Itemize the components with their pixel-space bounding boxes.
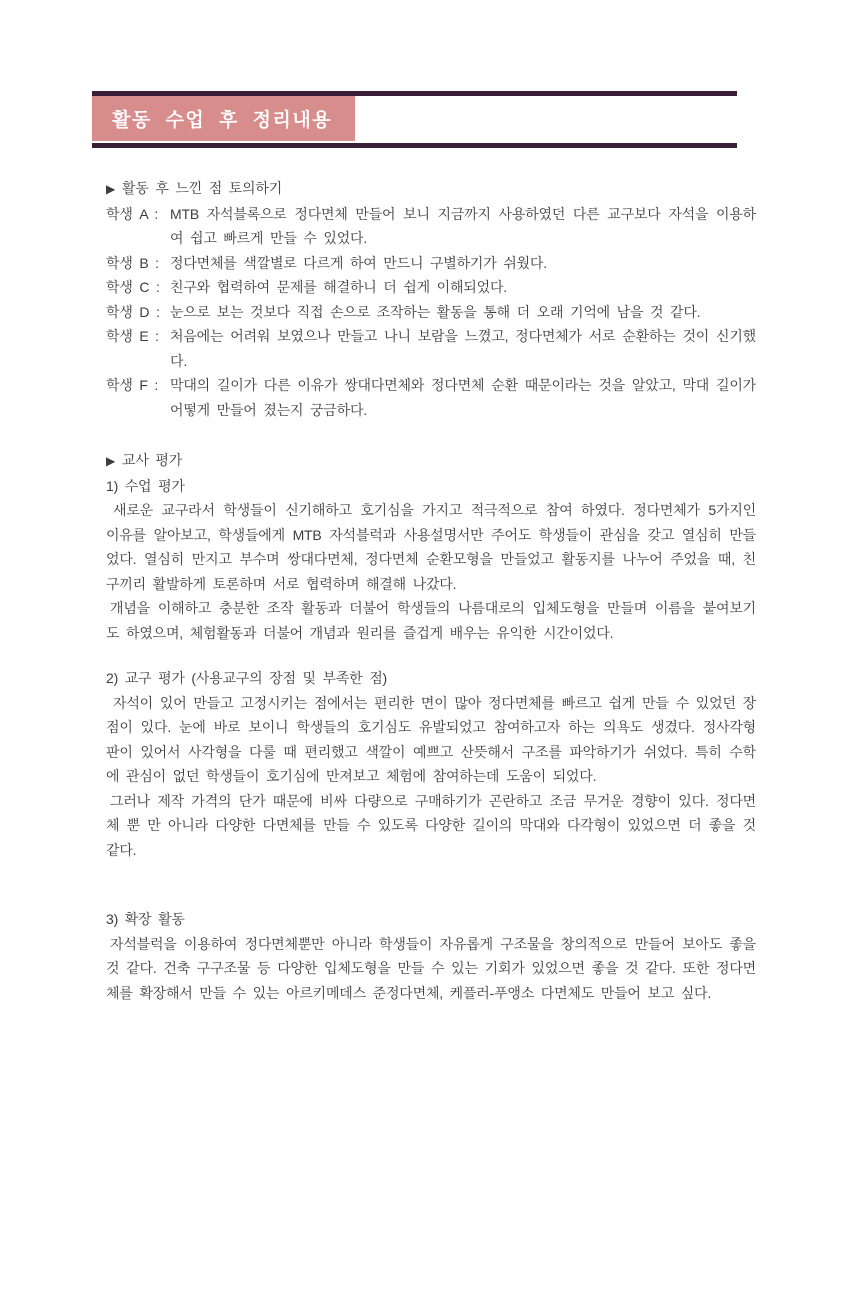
discussion-heading-label: 활동 후 느낀 점 토의하기	[122, 180, 283, 196]
header-bottom-rule	[92, 143, 737, 148]
section-title: 3) 확장 활동	[106, 911, 185, 927]
teacher-evaluation-heading	[106, 448, 756, 474]
student-comment-c	[106, 275, 756, 300]
teacher-evaluation-heading-label: 교사 평가	[122, 452, 183, 468]
triangle-bullet-icon: ▶	[106, 182, 116, 196]
discussion-heading	[106, 176, 756, 202]
header-banner	[92, 91, 737, 148]
student-text: 눈으로 보는 것보다 직접 손으로 조작하는 활동을 통해 더 오래 기억에 남을 것 같다.	[170, 303, 701, 320]
section-tool-evaluation	[106, 666, 756, 862]
paragraph: 자석이 있어 만들고 고정시키는 점에서는 편리한 면이 많아 정다면체를 빠르고 쉽게 만들 수 있었던 장점이 있다. 눈에 바로 보이니 학생들의 호기심도 유발되었고 참여하고자 하는 의욕도 생겼다. 정사각형 판이 있어서 사각형을 다룰 때 편리했고 색깔이 예쁘고 산뜻해서 구조를 파악하기가 쉬었다. 특히 수학에 관심이 없던 학생들이 호기심에 만져보고 체험에 참여하는데 도움이 되었다.	[106, 694, 756, 784]
page-title: 활동 수업 후 정리내용	[112, 110, 333, 131]
student-text: 친구와 협력하여 문제를 해결하니 더 쉽게 이해되었다.	[170, 279, 507, 295]
paragraph: 새로운 교구라서 학생들이 신기해하고 호기심을 가지고 적극적으로 참여 하였다. 정다면체가 5가지인 이유를 알아보고, 학생들에게 MTB 자석블럭과 사용설명서만 주어도 학생들이 관심을 갖고 열심히 만들었다. 열심히 만지고 부수며 쌍대다면체, 정다면체 순환모형을 만들었고 활동지를 나누어 주었을 때, 친구끼리 활발하게 토론하며 서로 협력하며 해결해 나갔다.	[106, 502, 756, 592]
student-text: 정다면체를 색깔별로 다르게 하여 만드니 구별하기가 쉬웠다.	[170, 254, 547, 271]
student-label: 학생 F :	[106, 377, 159, 393]
student-label: 학생 C :	[106, 279, 160, 295]
section-lesson-evaluation	[106, 474, 756, 646]
student-text: MTB 자석블록으로 정다면체 만들어 보니 지금까지 사용하였던 다른 교구보다 자석을 이용하여 쉽고 빠르게 만들 수 있었다.	[170, 205, 756, 246]
paragraph: 그러나 제작 가격의 단가 때문에 비싸 다량으로 구매하기가 곤란하고 조금 무거운 경향이 있다. 정다면체 뿐 만 아니라 다양한 다면체를 만들 수 있도록 다양한 길이의 막대와 다각형이 있었으면 더 좋을 것 같다.	[106, 792, 756, 858]
student-comment-f	[106, 373, 756, 422]
student-comment-a	[106, 202, 756, 251]
student-comment-d	[106, 300, 756, 325]
student-label: 학생 D :	[106, 303, 160, 320]
student-text: 막대의 길이가 다른 이유가 쌍대다면체와 정다면체 순환 때문이라는 것을 알았고, 막대 길이가 어떻게 만들어 졌는지 궁금하다.	[170, 377, 756, 418]
student-label: 학생 B :	[106, 254, 159, 271]
section-title: 2) 교구 평가 (사용교구의 장점 및 부족한 점)	[106, 670, 387, 686]
paragraph: 자석블럭을 이용하여 정다면체뿐만 아니라 학생들이 자유롭게 구조물을 창의적으로 만들어 보아도 좋을 것 같다. 건축 구구조물 등 다양한 입체도형을 만들 수 있는 기회가 있었으면 좋을 것 같다. 또한 정다면체를 확장해서 만들 수 있는 아르키메데스 준정다면체, 케플러-푸앵소 다면체도 만들어 보고 싶다.	[106, 935, 756, 1001]
student-label: 학생 E :	[106, 328, 159, 344]
student-text: 처음에는 어려워 보였으나 만들고 나니 보람을 느꼈고, 정다면체가 서로 순환하는 것이 신기했다.	[170, 328, 756, 369]
title-box	[92, 96, 355, 141]
student-comment-b	[106, 251, 756, 276]
triangle-bullet-icon: ▶	[106, 454, 116, 468]
document-page	[0, 91, 860, 1305]
paragraph: 개념을 이해하고 충분한 조작 활동과 더불어 학생들의 나름대로의 입체도형을 만들며 이름을 붙여보기도 하였으며, 체험활동과 더불어 개념과 원리를 즐겁게 배우는 유익한 시간이었다.	[106, 600, 756, 641]
student-label: 학생 A :	[106, 205, 159, 222]
section-title: 1) 수업 평가	[106, 477, 185, 494]
document-body	[106, 176, 756, 1005]
student-comment-e	[106, 324, 756, 373]
student-comment-list	[106, 202, 756, 423]
section-extension-activity	[106, 907, 756, 1005]
